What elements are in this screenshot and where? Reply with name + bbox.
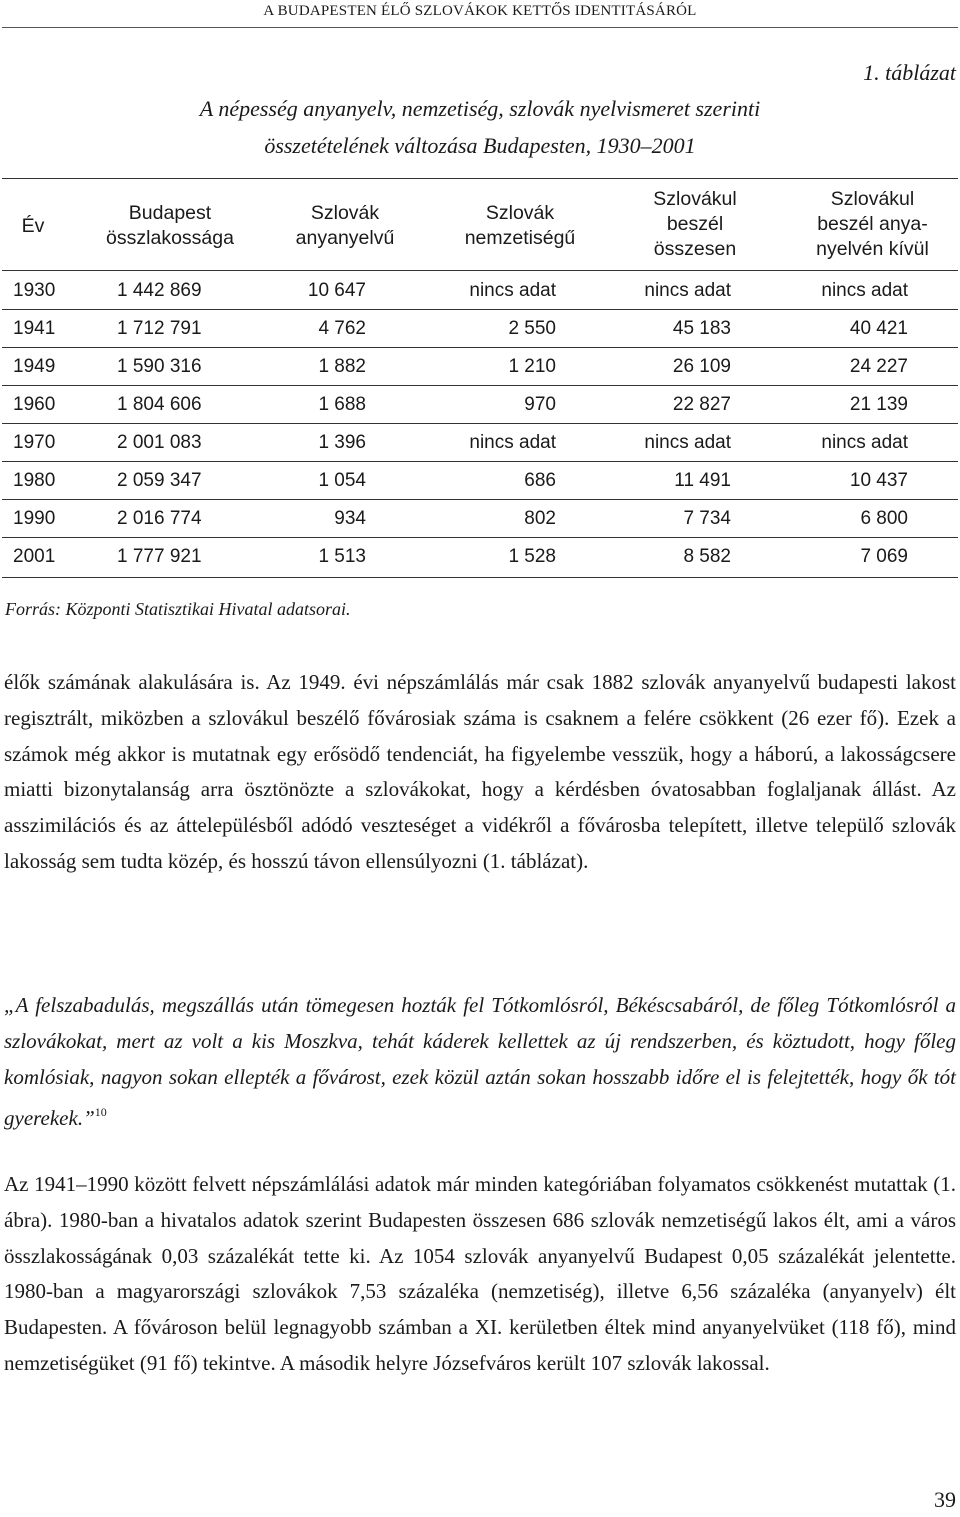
header-nationality xyxy=(440,201,600,251)
table-row xyxy=(0,271,960,309)
table-top-rule xyxy=(2,178,958,179)
cell-mother-tongue: 934 xyxy=(334,508,366,529)
cell-year: 1970 xyxy=(13,432,56,453)
cell-population: 2 059 347 xyxy=(117,470,202,491)
quotation xyxy=(4,988,956,1137)
cell-nationality: 1 528 xyxy=(508,546,556,567)
cell-speakers-total: 7 734 xyxy=(683,508,731,529)
header-mother-tongue-line-1: Szlovák xyxy=(310,202,380,224)
cell-mother-tongue: 1 688 xyxy=(318,394,366,415)
cell-nationality: 802 xyxy=(524,508,556,529)
cell-year: 1941 xyxy=(13,318,56,339)
cell-mother-tongue: 1 054 xyxy=(318,470,366,491)
cell-year: 1990 xyxy=(13,508,56,529)
cell-population: 1 804 606 xyxy=(117,394,202,415)
header-year xyxy=(8,214,58,239)
header-non-native-speakers xyxy=(790,187,955,262)
cell-mother-tongue: 10 647 xyxy=(307,280,366,301)
cell-nationality: 2 550 xyxy=(508,318,556,339)
table-title-line-2: összetételének változása Budapesten, 1930–2001 xyxy=(264,133,696,158)
cell-non-native-speakers: 10 437 xyxy=(849,470,908,491)
cell-speakers-total: nincs adat xyxy=(644,280,731,301)
header-non-native-line-3: nyelvén kívül xyxy=(816,238,929,260)
header-non-native-line-1: Szlovákul xyxy=(830,188,915,210)
table-row xyxy=(0,385,960,423)
cell-year: 1960 xyxy=(13,394,56,415)
cell-non-native-speakers: nincs adat xyxy=(821,280,908,301)
cell-speakers-total: 11 491 xyxy=(674,470,731,491)
cell-nationality: 1 210 xyxy=(508,356,556,377)
header-speakers-total xyxy=(615,187,775,262)
header-population xyxy=(80,201,260,251)
cell-mother-tongue: 1 396 xyxy=(318,432,366,453)
table-label: 1. táblázat xyxy=(863,60,956,85)
cell-population: 1 590 316 xyxy=(117,356,202,377)
cell-non-native-speakers: 6 800 xyxy=(860,508,908,529)
header-rule xyxy=(2,27,958,28)
cell-speakers-total: 45 183 xyxy=(672,318,731,339)
header-nationality-line-1: Szlovák xyxy=(485,202,555,224)
header-speakers-line-1: Szlovákul xyxy=(653,188,737,210)
quotation-text: „A felszabadulás, megszállás után tömegesen hozták fel Tótkomlósról, Békéscsabáról, de főleg Tótkomlósról a szlovákokat, mert az volt a kis Moszkva, tehát káderek kellettek az új rendszerben, és köztudott, hogy főleg komlósiak, nagyon sokan ellepték a fővárost, ezek közül aztán sokan hosszabb időre el is felejtették, hogy ők tót gyerekek.” xyxy=(4,993,956,1131)
table-row xyxy=(0,347,960,385)
paragraph-1: élők számának alakulására is. Az 1949. évi népszámlálás már csak 1882 szlovák anyanyelvű budapesti lakost regisztrált, miközben a szlovákul beszélő fővárosiak száma is csaknem a felére csökkent (26 ezer fő). Ezek a számok még akkor is mutatnak egy erősödő tendenciát, ha figyelembe vesszük, hogy a háború, a lakosságcsere miatti bizonytalanság arra ösztönözte a szlovákokat, hogy a kérdésben óvatosabban foglaljanak állást. Az asszimilációs és az áttelepülésből adódó veszteséget a vidékről a fővárosba telepített, illetve települő szlovák lakosság sem tudta közép, és hosszú távon ellensúlyozni (1. táblázat). xyxy=(4,670,956,873)
header-speakers-line-2: beszél xyxy=(666,213,724,235)
cell-population: 2 016 774 xyxy=(117,508,202,529)
cell-speakers-total: nincs adat xyxy=(644,432,731,453)
cell-population: 2 001 083 xyxy=(117,432,202,453)
cell-mother-tongue: 1 882 xyxy=(318,356,366,377)
cell-non-native-speakers: 40 421 xyxy=(849,318,908,339)
page-number: 39 xyxy=(934,1487,956,1512)
table-row xyxy=(0,499,960,537)
cell-population: 1 442 869 xyxy=(117,280,202,301)
table-row xyxy=(0,461,960,499)
cell-speakers-total: 8 582 xyxy=(683,546,731,567)
header-year-label: Év xyxy=(21,215,45,237)
cell-year: 2001 xyxy=(13,546,56,567)
header-mother-tongue-line-2: anyanyelvű xyxy=(295,227,395,249)
cell-non-native-speakers: 24 227 xyxy=(849,356,908,377)
cell-mother-tongue: 1 513 xyxy=(318,546,366,567)
cell-year: 1930 xyxy=(13,280,56,301)
cell-population: 1 712 791 xyxy=(117,318,202,339)
table-bottom-rule xyxy=(2,577,958,578)
cell-nationality: 970 xyxy=(524,394,556,415)
cell-mother-tongue: 4 762 xyxy=(318,318,366,339)
header-speakers-line-3: összesen xyxy=(653,238,737,260)
cell-year: 1980 xyxy=(13,470,56,491)
header-mother-tongue xyxy=(265,201,425,251)
table-title xyxy=(150,90,810,164)
header-nationality-line-2: nemzetiségű xyxy=(464,227,576,249)
cell-speakers-total: 22 827 xyxy=(672,394,731,415)
header-population-line-1: Budapest xyxy=(128,202,212,224)
cell-non-native-speakers: 21 139 xyxy=(849,394,908,415)
cell-non-native-speakers: 7 069 xyxy=(860,546,908,567)
table-source: Forrás: Központi Statisztikai Hivatal adatsorai. xyxy=(5,599,351,619)
table-row xyxy=(0,309,960,347)
cell-population: 1 777 921 xyxy=(117,546,202,567)
table-row xyxy=(0,423,960,461)
running-head: A BUDAPESTEN ÉLŐ SZLOVÁKOK KETTŐS IDENTITÁSÁRÓL xyxy=(263,3,697,19)
cell-nationality: 686 xyxy=(524,470,556,491)
header-non-native-line-2: beszél anya- xyxy=(817,213,928,235)
cell-nationality: nincs adat xyxy=(469,432,556,453)
cell-non-native-speakers: nincs adat xyxy=(821,432,908,453)
cell-speakers-total: 26 109 xyxy=(672,356,731,377)
paragraph-2: Az 1941–1990 között felvett népszámlálási adatok már minden kategóriában folyamatos csökkenést mutattak (1. ábra). 1980-ban a hivatalos adatok szerint Budapesten összesen 686 szlovák nemzetiségű lakos élt, ami a város összlakosságának 0,03 százalékát tette ki. Az 1054 szlovák anyanyelvű Budapest 0,05 százalékát jelentette. 1980-ban a magyarországi szlovákok 7,53 százaléka (nemzetiség), illetve 6,56 százaléka (anyanyelv) élt Budapesten. A fővároson belül legnagyobb számban a XI. kerületben éltek mind anyanyelvüket (118 fő), mind nemzetiségüket (91 fő) tekintve. A második helyre Józsefváros került 107 szlovák lakossal. xyxy=(4,1172,956,1375)
header-population-line-2: összlakossága xyxy=(106,227,234,249)
table-title-line-1: A népesség anyanyelv, nemzetiség, szlovák nyelvismeret szerinti xyxy=(199,96,761,121)
table-row xyxy=(0,537,960,575)
footnote-marker: 10 xyxy=(94,1105,107,1120)
cell-year: 1949 xyxy=(13,356,56,377)
cell-nationality: nincs adat xyxy=(469,280,556,301)
